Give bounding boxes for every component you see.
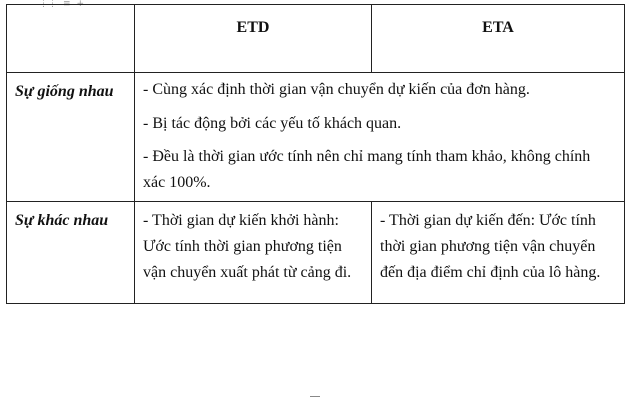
difference-eta: - Thời gian dự kiến đến: Ước tính thời gian phương tiện vận chuyển đến địa điểm chỉ định của lô hàng.: [372, 202, 625, 304]
header-eta: ETA: [372, 5, 625, 73]
header-row: [7, 5, 625, 73]
similarity-content: [135, 73, 625, 202]
similarity-label: Sự giống nhau: [7, 73, 135, 202]
header-etd: ETD: [135, 5, 372, 73]
cursor-mark: [310, 396, 320, 400]
similarity-row: [7, 73, 625, 202]
difference-label: Sự khác nhau: [7, 202, 135, 304]
header-empty-cell: [7, 5, 135, 73]
similarity-point: - Đều là thời gian ước tính nên chỉ mang tính tham khảo, không chính xác 100%.: [143, 148, 591, 191]
similarity-point: - Bị tác động bởi các yếu tố khách quan.: [143, 114, 402, 132]
plus-icon[interactable]: +: [76, 0, 85, 9]
similarity-point: - Cùng xác định thời gian vận chuyển dự kiến của đơn hàng.: [143, 81, 530, 98]
comparison-table: [6, 4, 625, 304]
grid-icon[interactable]: ⋮⋮: [39, 0, 57, 9]
difference-row: [7, 202, 625, 304]
difference-etd: - Thời gian dự kiến khởi hành: Ước tính thời gian phương tiện vận chuyển xuất phát từ cảng đi.: [135, 202, 372, 304]
align-icon[interactable]: ≡: [63, 0, 71, 9]
